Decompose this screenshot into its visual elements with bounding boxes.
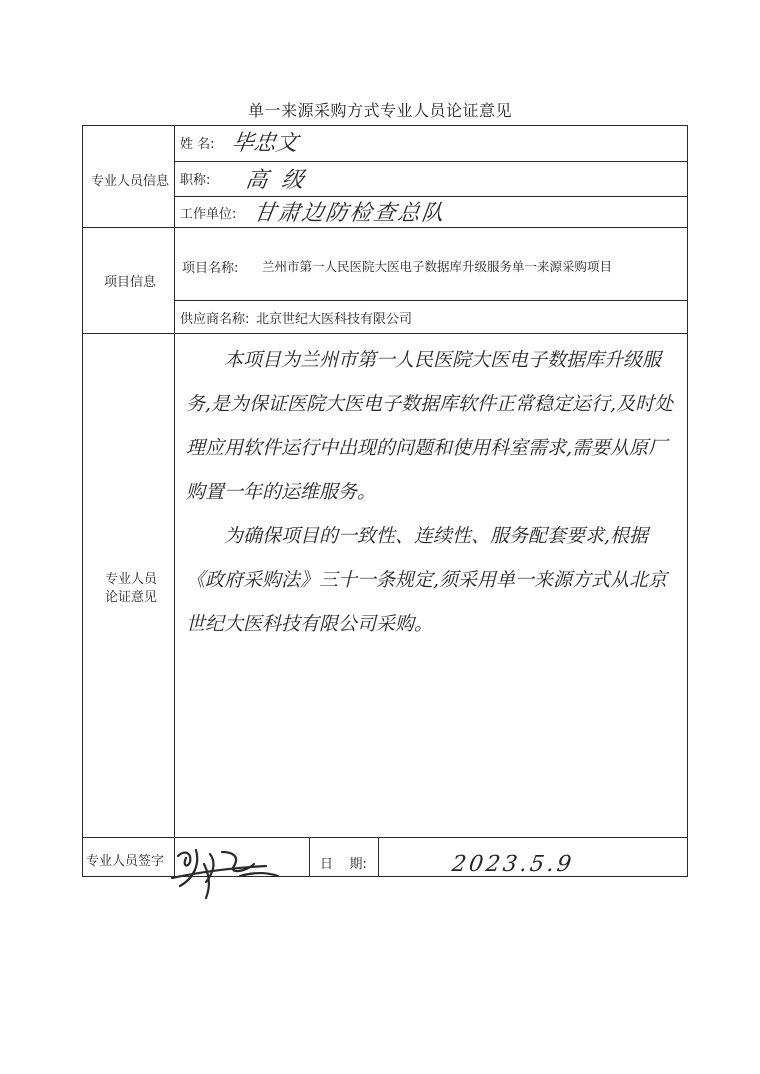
project-info-label: 项目信息: [104, 275, 157, 290]
employer-label: 工作单位:: [180, 207, 237, 222]
row-divider: [83, 333, 688, 334]
opinion-label-line2: 论证意见: [105, 590, 158, 605]
name-label: 姓 名:: [180, 137, 215, 152]
supplier-value: 北京世纪大医科技有限公司: [256, 312, 413, 327]
column-divider: [378, 837, 379, 876]
signature-label: 专业人员签字: [86, 854, 165, 869]
title-label: 职称:: [180, 173, 211, 188]
document-title: 单一来源采购方式专业人员论证意见: [247, 101, 512, 120]
handwritten-signature: [170, 842, 290, 900]
column-divider: [309, 837, 310, 876]
row-divider: [83, 227, 688, 228]
name-handwritten: 毕忠文: [229, 131, 300, 156]
date-handwritten: 2023.5.9: [450, 852, 576, 877]
date-label: 日 期:: [320, 857, 367, 872]
employer-handwritten: 甘肃边防检查总队: [251, 201, 448, 226]
opinion-paragraph-2: 为确保项目的一致性、连续性、服务配套要求,根据《政府采购法》三十一条规定,须采用单一来源方式从北京世纪大医科技有限公司采购。: [186, 525, 668, 635]
opinion-label-line1: 专业人员: [105, 572, 158, 587]
expert-info-label: 专业人员信息: [91, 174, 170, 189]
project-name-value: 兰州市第一人民医院大医电子数据库升级服务单一来源采购项目: [262, 259, 613, 274]
title-handwritten: 高级: [243, 168, 320, 193]
supplier-label: 供应商名称:: [180, 312, 250, 327]
project-name-label: 项目名称:: [182, 261, 239, 276]
row-divider: [83, 837, 688, 838]
column-divider: [174, 126, 175, 876]
opinion-body: [186, 338, 686, 646]
row-divider: [174, 300, 688, 301]
opinion-paragraph-1: 本项目为兰州市第一人民医院大医电子数据库升级服务,是为保证医院大医电子数据库软件正常稳定运行,及时处理应用软件运行中出现的问题和使用科室需求,需要从原厂购置一年的运维服务。: [186, 349, 674, 503]
